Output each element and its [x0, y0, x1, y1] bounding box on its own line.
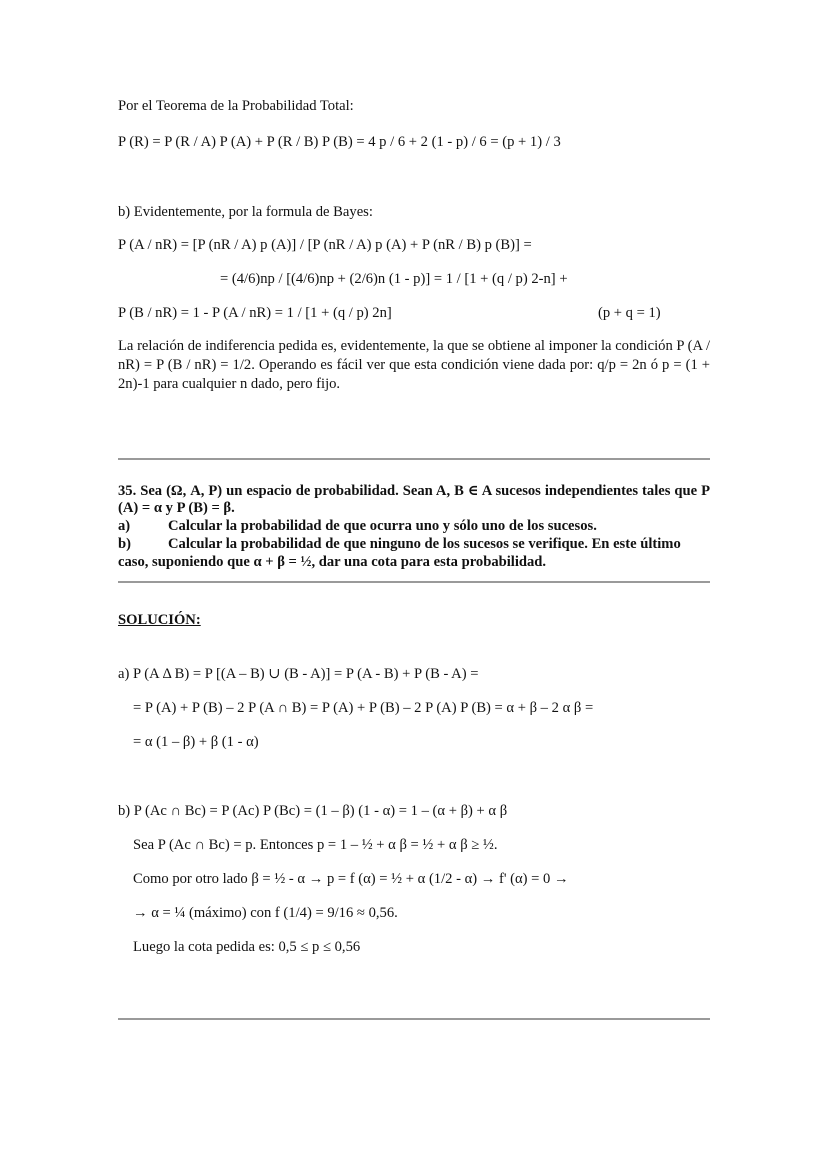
item-b-label: b) [118, 536, 131, 552]
indifference-paragraph: La relación de indiferencia pedida es, evidentemente, la que se obtiene al imponer la condición P (A / nR) = P (B / nR) = 1/2. Operando es fácil ver que esta condición viene dada por: q/p = 2n ó p = (1 + 2n)-1 para cualquier n dado, pero fijo. [118, 338, 710, 392]
bayes-formula-line-3 [118, 304, 718, 322]
total-probability-formula: P (R) = P (R / A) P (A) + P (R / B) P (B) = 4 p / 6 + 2 (1 - p) / 6 = (p + 1) / 3 [118, 134, 561, 150]
bayes-intro: b) Evidentemente, por la formula de Bayes: [118, 204, 373, 220]
solution-b-line-5: Luego la cota pedida es: 0,5 ≤ p ≤ 0,56 [133, 939, 361, 955]
solution-a-line-3: = α (1 – β) + β (1 - α) [133, 734, 259, 750]
solution-b-line-4: → α = ¼ (máximo) con f (1/4) = 9/16 ≈ 0,56. [133, 905, 398, 921]
solution-b-line-2: Sea P (Ac ∩ Bc) = p. Entonces p = 1 – ½ + α β = ½ + α β ≥ ½. [133, 837, 498, 853]
section-divider-top [118, 458, 710, 460]
solution-heading: SOLUCIÓN: [118, 612, 201, 628]
item-a-text: Calcular la probabilidad de que ocurra uno y sólo uno de los sucesos. [168, 518, 597, 534]
solution-a-line-1: a) P (A Δ B) = P [(A – B) ∪ (B - A)] = P (A - B) + P (B - A) = [118, 666, 479, 682]
problem-35-statement: 35. Sea (Ω, A, P) un espacio de probabilidad. Sean A, B ∈ A sucesos independientes tales que P (A) = α y P (B) = β. [118, 483, 710, 516]
problem-35-item-b-continuation: caso, suponiendo que α + β = ½, dar una cota para esta probabilidad. [118, 554, 547, 570]
bayes-formula-line-1: P (A / nR) = [P (nR / A) p (A)] / [P (nR / A) p (A) + P (nR / B) p (B)] = [118, 237, 532, 253]
section-divider-bottom [118, 1018, 710, 1020]
bayes-formula-line-2: = (4/6)np / [(4/6)np + (2/6)n (1 - p)] = 1 / [1 + (q / p) 2-n] + [220, 271, 568, 287]
section-divider-middle [118, 581, 710, 583]
solution-b-line-1: b) P (Ac ∩ Bc) = P (Ac) P (Bc) = (1 – β) (1 - α) = 1 – (α + β) + α β [118, 803, 508, 819]
bayes-formula-line-3-note: (p + q = 1) [598, 305, 661, 321]
solution-b-line-3: Como por otro lado β = ½ - α → p = f (α) = ½ + α (1/2 - α) → f' (α) = 0 → [133, 871, 569, 887]
solution-a-line-2: = P (A) + P (B) – 2 P (A ∩ B) = P (A) + P (B) – 2 P (A) P (B) = α + β – 2 α β = [133, 700, 594, 716]
item-a-label: a) [118, 518, 131, 534]
item-b-text: Calcular la probabilidad de que ninguno de los sucesos se verifique. En este último [168, 536, 681, 552]
bayes-formula-line-3-text: P (B / nR) = 1 - P (A / nR) = 1 / [1 + (q / p) 2n] [118, 305, 392, 321]
total-probability-intro: Por el Teorema de la Probabilidad Total: [118, 98, 354, 114]
